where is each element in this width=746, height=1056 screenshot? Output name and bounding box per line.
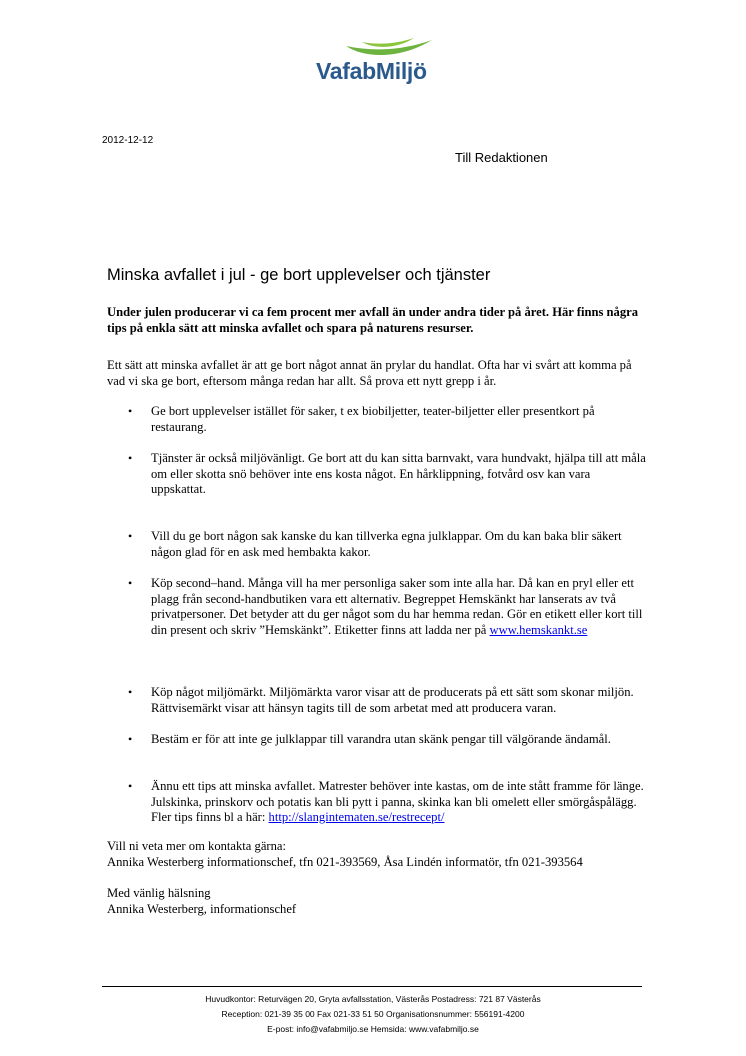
tip-text: Köp något miljömärkt. Miljömärkta varor visar att de producerats på ett sätt som skonar miljön. Rättvisemärkt visar att hänsyn tagits till de som arbetat med att producera varan. — [151, 685, 634, 715]
tip-text: Ännu ett tips att minska avfallet. Matrester behöver inte kastas, om de inte stått framme för länge. Julskinka, prinskorv och potatis kan bli pytt i panna, skinka kan bli omelett eller smörgåspålägg. Fler tips finns bl a här: — [151, 779, 644, 824]
signature: Annika Westerberg, informationschef — [107, 901, 297, 916]
hemskankt-link[interactable]: www.hemskankt.se — [489, 622, 588, 637]
list-item — [128, 451, 648, 529]
tip-text: Köp second–hand. Många vill ha mer personliga saker som inte alla har. Då kan en pryl eller ett plagg från second-handbutiken vara ett alternativ. Begreppet Hemskänkt har lanserats av två privatpersoner. Det betyder att du ger något som du har hemma redan. Gör en etikett eller kort till din present och skriv ”Hemskänkt”. Etiketter finns att ladda ner på — [151, 576, 643, 637]
tips-list — [128, 404, 648, 826]
tip-text: Ge bort upplevelser istället för saker, t ex biobiljetter, teater-biljetter eller presentkort på restaurang. — [151, 404, 595, 434]
list-item — [128, 576, 648, 685]
contact-block — [107, 839, 647, 870]
headline: Minska avfallet i jul - ge bort upplevelser och tjänster — [107, 266, 491, 284]
tip-text: Bestäm er för att inte ge julklappar till varandra utan skänk pengar till välgörande ändamål. — [151, 732, 611, 746]
restrecept-link[interactable]: http://slangintematen.se/restrecept/ — [268, 810, 445, 824]
document-date: 2012-12-12 — [102, 135, 154, 146]
vafabmiljo-logo — [312, 36, 462, 98]
tip-text: Tjänster är också miljövänligt. Ge bort att du kan sitta barnvakt, vara hundvakt, hjälpa till att måla om eller skotta snö behöver inte ens kosta något. En hårklippning, fotvård osv kan vara uppskattat. — [151, 451, 646, 496]
closing-block — [107, 886, 647, 917]
intro-paragraph: Ett sätt att minska avfallet är att ge bort något annat än prylar du handlat. Ofta har vi svårt att komma på vad vi ska ge bort, eftersom många redan har allt. Så prova ett nytt grepp i år. — [107, 358, 632, 388]
footer-email: E-post: info@vafabmiljo.se Hemsida: www.vafabmiljo.se — [267, 1024, 479, 1034]
list-item — [128, 779, 648, 826]
lead-paragraph: Under julen producerar vi ca fem procent mer avfall än under andra tider på året. Här finns några tips på enkla sätt att minska avfallet och spara på naturens resurser. — [107, 305, 639, 335]
contact-persons: Annika Westerberg informationschef, tfn 021-393569, Åsa Lindén informatör, tfn 021-393564 — [107, 854, 583, 869]
list-item — [128, 529, 648, 576]
footer-address: Huvudkontor: Returvägen 20, Gryta avfallsstation, Västerås Postadress: 721 87 Västerås — [205, 994, 541, 1004]
greeting: Med vänlig hälsning — [107, 886, 211, 900]
logo-text: VafabMiljö — [316, 58, 427, 84]
tip-text: Vill du ge bort någon sak kanske du kan tillverka egna julklappar. Om du kan baka blir säkert någon glad för en ask med hembakta kakor. — [151, 529, 622, 559]
list-item — [128, 732, 648, 779]
footer-divider — [102, 986, 642, 987]
list-item — [128, 685, 648, 732]
footer-phone: Reception: 021-39 35 00 Fax 021-33 51 50 Organisationsnummer: 556191-4200 — [221, 1009, 525, 1019]
contact-intro: Vill ni veta mer om kontakta gärna: — [107, 839, 286, 853]
list-item — [128, 404, 648, 451]
recipient: Till Redaktionen — [455, 150, 548, 165]
